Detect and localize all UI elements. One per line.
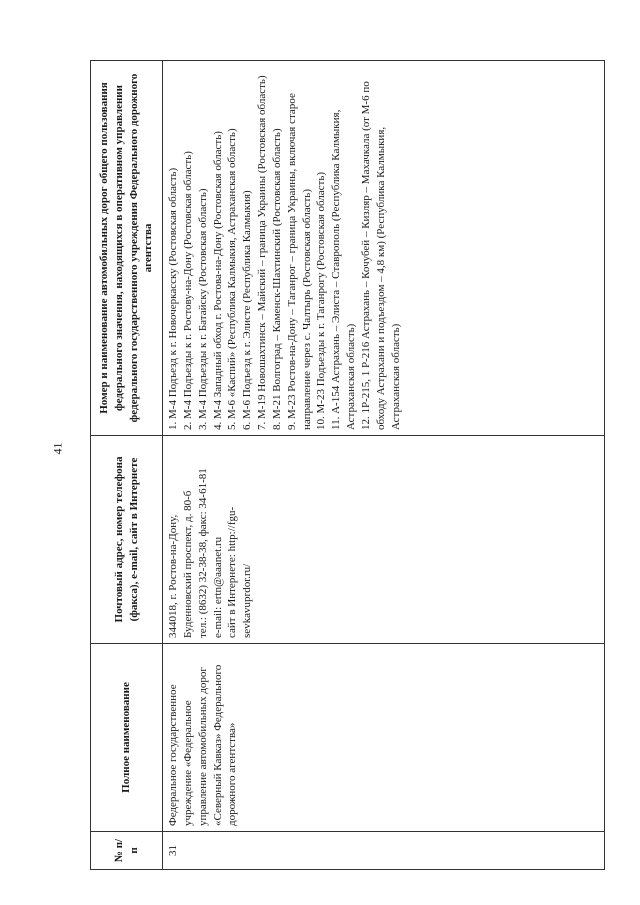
road-item: 9. М-23 Ростов-на-Дону – Таганрог – граница Украины, включая старое направление через с. Чалтырь (Ростовская область) [285, 93, 313, 430]
road-item: 3. М-4 Подъезды к г. Батайску (Ростовская область) [196, 188, 209, 430]
road-item: 2. М-4 Подъезды к г. Ростову-на-Дону (Ростовская область) [181, 151, 194, 430]
address-line: 344018, г. Ростов-на-Дону, [167, 514, 179, 638]
row-number: 31 [163, 832, 605, 870]
road-item: 4. М-4 Западный обход г. Ростова-на-Дону (Ростовская область) [211, 131, 224, 430]
header-address: Почтовый адрес, номер телефона (факса), e-mail, сайт в Интернете [91, 436, 163, 644]
road-item: 5. М-6 «Каспий» (Республика Калмыкия, Астраханская область) [226, 128, 239, 430]
road-item: 1. М-4 Подъезд к г. Новочеркасску (Ростовская область) [167, 167, 179, 430]
row-roads [163, 61, 605, 436]
header-name: Полное наименование [91, 644, 163, 832]
road-item: 12. 1Р-215, 1 Р-216 Астрахань – Кочубей – Кизляр – Махачкала (от М-6 по обходу Астрахани и подъездом – 4,8 км) (Республика Калмыкия, Астраханская область) [359, 81, 402, 430]
address-line: Буденновский проспект, д. 80-б [181, 490, 194, 638]
row-full-name: Федеральное государственное учреждение «Федеральное управление автомобильных дорог «Северный Кавказ» Федерального дорожного агентства» [163, 644, 605, 832]
road-item: 7. М-19 Новошахтинск – Майский – граница Украины (Ростовская область) [256, 75, 269, 430]
road-item: 8. М-21 Волгоград – Каменск-Шахтинский (Ростовская область) [270, 128, 283, 430]
row-address [163, 436, 605, 644]
document-stage [90, 60, 605, 870]
email-line: e-mail: ertn@aaanet.ru [211, 536, 224, 638]
road-item: 11. А-154 Астрахань – Элиста – Ставрополь (Республика Калмыкия, Астраханская область) [330, 109, 358, 430]
agency-table [90, 60, 605, 870]
header-num: № п/п [91, 832, 163, 870]
website-line: сайт в Интернете: http://fgu-sevkavuprdor.ru/ [226, 506, 254, 638]
header-roads: Номер и наименование автомобильных дорог общего пользования федерального значения, находящихся в оперативном управлении федерального государственного учреждения Федерального дорожного агентства [91, 61, 163, 436]
rotated-table-wrapper [90, 60, 605, 870]
table-row [163, 61, 605, 870]
table-header-row [91, 61, 163, 870]
road-item: 6. М-6 Подъезд к г. Элисте (Республика Калмыкия) [241, 190, 254, 430]
page-number: 41 [50, 442, 65, 455]
phone-line: тел.: (8632) 32-38-38, факс: 34-61-81 [196, 468, 209, 638]
road-item: 10. М-23 Подъезды к г. Таганрогу (Ростовская область) [315, 171, 328, 430]
